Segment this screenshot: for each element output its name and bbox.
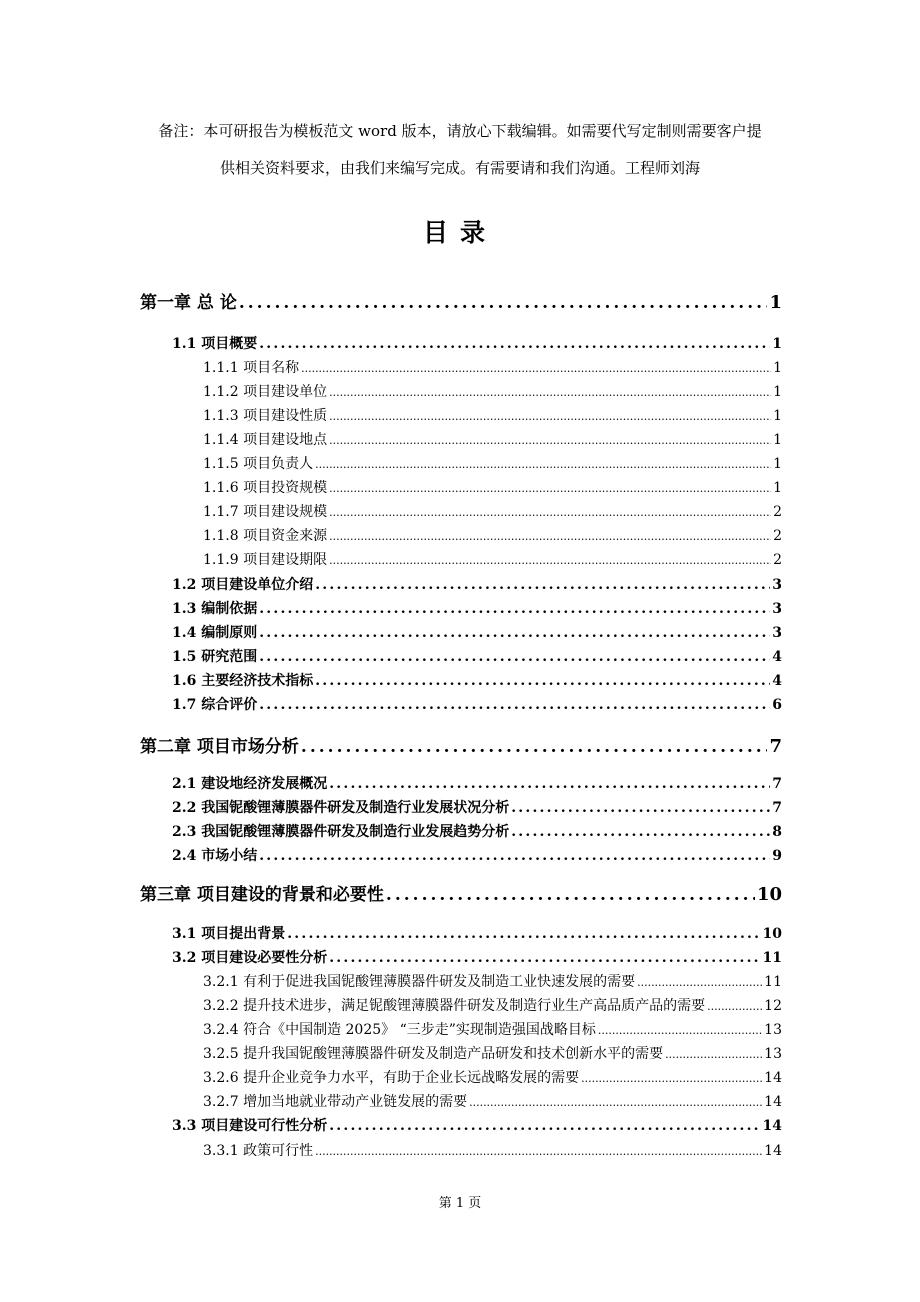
toc-entry-title: 1.1.1 项目名称 xyxy=(203,360,300,376)
toc-dot-leader xyxy=(259,697,770,713)
toc-dot-leader xyxy=(329,1118,760,1134)
toc-dot-leader xyxy=(665,1048,762,1061)
toc-entry-page: 2 xyxy=(773,528,782,544)
toc-entry-page: 14 xyxy=(764,1094,782,1110)
toc-entry-page: 10 xyxy=(762,926,782,942)
toc-entry-page: 14 xyxy=(764,1070,782,1086)
toc-entry[interactable] xyxy=(140,288,782,313)
toc-dot-leader xyxy=(469,1096,762,1109)
toc-entry[interactable] xyxy=(172,670,782,690)
toc-entry[interactable] xyxy=(203,501,782,521)
toc-entry-page: 1 xyxy=(769,292,782,313)
toc-entry[interactable] xyxy=(203,525,782,545)
toc-entry[interactable] xyxy=(172,574,782,594)
toc-entry-page: 13 xyxy=(764,1046,782,1062)
toc-entry[interactable] xyxy=(203,995,782,1015)
toc-dot-leader xyxy=(315,458,771,471)
toc-entry-title: 第三章 项目建设的背景和必要性 xyxy=(140,885,384,905)
toc-entry[interactable] xyxy=(203,429,782,449)
toc-dot-leader xyxy=(329,506,771,519)
toc-entry-title: 1.1.5 项目负责人 xyxy=(203,456,314,472)
toc-entry-title: 1.6 主要经济技术指标 xyxy=(172,673,314,689)
toc-dot-leader xyxy=(581,1072,762,1085)
toc-dot-leader xyxy=(329,554,771,567)
toc-dot-leader xyxy=(511,824,770,840)
toc-entry[interactable] xyxy=(203,357,782,377)
toc-entry[interactable] xyxy=(172,845,782,865)
note-line-2: 供相关资料要求，由我们来编写完成。有需要请和我们沟通。工程师刘海 xyxy=(219,159,700,177)
toc-dot-leader xyxy=(329,776,770,792)
toc-entry-page: 1 xyxy=(773,408,782,424)
toc-entry-page: 7 xyxy=(772,776,782,792)
toc-dot-leader xyxy=(637,976,762,989)
toc-entry-title: 1.1.3 项目建设性质 xyxy=(203,408,328,424)
toc-dot-leader xyxy=(315,1145,762,1158)
toc-entry-title: 第一章 总 论 xyxy=(140,293,237,313)
toc-entry-title: 3.2.5 提升我国铌酸锂薄膜器件研发及制造产品研发和技术创新水平的需要 xyxy=(203,1046,664,1062)
toc-dot-leader xyxy=(329,386,771,399)
toc-dot-leader xyxy=(329,434,771,447)
toc-dot-leader xyxy=(239,293,768,313)
toc-entry-page: 1 xyxy=(772,336,782,352)
toc-entry-title: 3.2 项目建设必要性分析 xyxy=(172,950,328,966)
toc-entry-page: 14 xyxy=(764,1143,782,1159)
toc-entry[interactable] xyxy=(203,1140,782,1160)
toc-entry-page: 2 xyxy=(773,552,782,568)
toc-dot-leader xyxy=(259,625,770,641)
toc-dot-leader xyxy=(386,885,755,905)
toc-entry-title: 1.1.8 项目资金来源 xyxy=(203,528,328,544)
toc-entry[interactable] xyxy=(140,880,782,905)
toc-entry[interactable] xyxy=(203,971,782,991)
toc-entry[interactable] xyxy=(203,1067,782,1087)
toc-entry-page: 10 xyxy=(756,884,782,905)
toc-entry[interactable] xyxy=(203,405,782,425)
toc-entry-page: 1 xyxy=(773,480,782,496)
toc-entry[interactable] xyxy=(203,549,782,569)
toc-entry-page: 1 xyxy=(773,360,782,376)
toc-dot-leader xyxy=(598,1024,762,1037)
toc-entry-page: 3 xyxy=(772,577,782,593)
toc-entry-title: 1.1.4 项目建设地点 xyxy=(203,432,328,448)
toc-entry[interactable] xyxy=(203,477,782,497)
toc-entry[interactable] xyxy=(172,797,782,817)
toc-entry-page: 4 xyxy=(772,649,782,665)
toc-entry-title: 2.2 我国铌酸锂薄膜器件研发及制造行业发展状况分析 xyxy=(172,800,510,816)
toc-entry[interactable] xyxy=(203,1043,782,1063)
toc-entry-title: 1.1.7 项目建设规模 xyxy=(203,504,328,520)
toc-entry-title: 3.2.2 提升技术进步，满足铌酸锂薄膜器件研发及制造行业生产高品质产品的需要 xyxy=(203,998,706,1014)
page-footer: 第 1 页 xyxy=(438,1196,482,1211)
toc-entry[interactable] xyxy=(203,381,782,401)
toc-entry-title: 2.1 建设地经济发展概况 xyxy=(172,776,328,792)
toc-entry[interactable] xyxy=(172,947,782,967)
toc-entry[interactable] xyxy=(203,453,782,473)
toc-entry[interactable] xyxy=(172,773,782,793)
toc-entry-page: 4 xyxy=(772,673,782,689)
toc-entry-title: 1.1.2 项目建设单位 xyxy=(203,384,328,400)
toc-entry[interactable] xyxy=(203,1091,782,1111)
toc-entry[interactable] xyxy=(140,732,782,757)
toc-dot-leader xyxy=(301,737,768,757)
toc-entry-title: 1.1 项目概要 xyxy=(172,336,258,352)
toc-entry-title: 1.5 研究范围 xyxy=(172,649,258,665)
toc-entry-page: 2 xyxy=(773,504,782,520)
toc-dot-leader xyxy=(287,926,760,942)
toc-dot-leader xyxy=(329,482,771,495)
note-line-1: 备注：本可研报告为模板范文 word 版本，请放心下载编辑。如需要代写定制则需要客户提 xyxy=(158,122,762,140)
toc-entry-page: 13 xyxy=(764,1022,782,1038)
toc-entry-title: 3.1 项目提出背景 xyxy=(172,926,286,942)
toc-entry-title: 2.3 我国铌酸锂薄膜器件研发及制造行业发展趋势分析 xyxy=(172,824,510,840)
toc-entry-page: 11 xyxy=(764,974,782,990)
toc-entry-page: 3 xyxy=(772,601,782,617)
toc-entry-page: 3 xyxy=(772,625,782,641)
toc-entry-page: 7 xyxy=(769,736,782,757)
toc-entry[interactable] xyxy=(203,1019,782,1039)
toc-entry-title: 1.1.6 项目投资规模 xyxy=(203,480,328,496)
toc-entry-page: 7 xyxy=(772,800,782,816)
toc-entry[interactable] xyxy=(172,622,782,642)
toc-dot-leader xyxy=(259,848,770,864)
toc-dot-leader xyxy=(511,800,770,816)
toc-entry-title: 3.3.1 政策可行性 xyxy=(203,1143,314,1159)
toc-entry[interactable] xyxy=(172,821,782,841)
toc-dot-leader xyxy=(329,530,771,543)
toc-entry[interactable] xyxy=(172,598,782,618)
toc-entry-page: 8 xyxy=(772,824,782,840)
toc-dot-leader xyxy=(259,649,770,665)
toc-dot-leader xyxy=(315,673,770,689)
toc-entry-title: 1.1.9 项目建设期限 xyxy=(203,552,328,568)
toc-dot-leader xyxy=(315,577,770,593)
toc-dot-leader xyxy=(329,410,771,423)
toc-entry-title: 1.2 项目建设单位介绍 xyxy=(172,577,314,593)
toc-dot-leader xyxy=(707,1000,762,1013)
toc-dot-leader xyxy=(259,601,770,617)
toc-entry-title: 1.4 编制原则 xyxy=(172,625,258,641)
toc-entry-title: 第二章 项目市场分析 xyxy=(140,737,299,757)
toc-entry-page: 1 xyxy=(773,432,782,448)
toc-entry-title: 3.2.7 增加当地就业带动产业链发展的需要 xyxy=(203,1094,468,1110)
toc-dot-leader xyxy=(329,950,760,966)
toc-entry-title: 3.3 项目建设可行性分析 xyxy=(172,1118,328,1134)
toc-entry[interactable] xyxy=(172,694,782,714)
toc-entry-page: 9 xyxy=(772,848,782,864)
toc-entry-page: 11 xyxy=(762,950,782,966)
toc-title: 目录 xyxy=(422,218,497,247)
toc-entry-title: 2.4 市场小结 xyxy=(172,848,258,864)
toc-entry-title: 3.2.4 符合《中国制造 2025》 “三步走”实现制造强国战略目标 xyxy=(203,1022,596,1038)
toc-entry[interactable] xyxy=(172,333,782,353)
toc-entry-page: 6 xyxy=(772,697,782,713)
toc-entry-title: 1.7 综合评价 xyxy=(172,697,258,713)
toc-entry-page: 14 xyxy=(762,1118,782,1134)
toc-entry[interactable] xyxy=(172,1115,782,1135)
toc-entry[interactable] xyxy=(172,923,782,943)
toc-entry-page: 1 xyxy=(773,384,782,400)
toc-entry-page: 1 xyxy=(773,456,782,472)
toc-entry-page: 12 xyxy=(764,998,782,1014)
toc-entry-title: 1.3 编制依据 xyxy=(172,601,258,617)
toc-dot-leader xyxy=(259,336,770,352)
toc-entry-title: 3.2.1 有利于促进我国铌酸锂薄膜器件研发及制造工业快速发展的需要 xyxy=(203,974,636,990)
toc-dot-leader xyxy=(301,362,771,375)
toc-entry[interactable] xyxy=(172,646,782,666)
toc-entry-title: 3.2.6 提升企业竞争力水平，有助于企业长远战略发展的需要 xyxy=(203,1070,580,1086)
